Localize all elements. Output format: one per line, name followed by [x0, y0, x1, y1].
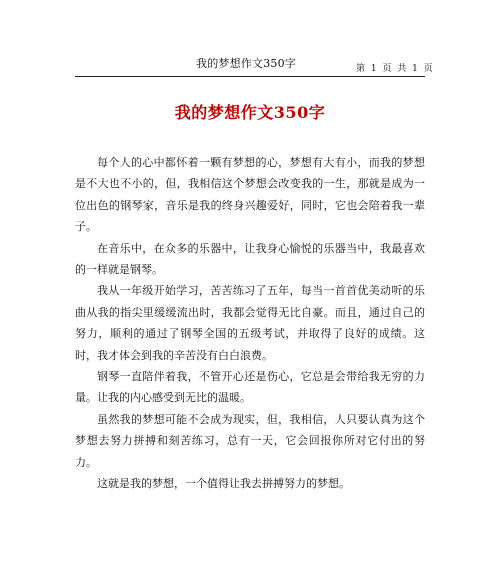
paragraph: 每个人的心中都怀着一颗有梦想的心，梦想有大有小，而我的梦想是不大也不小的，但，我相信这个梦想会改变我的一生，那就是成为一位出色的钢琴家，音乐是我的终身兴趣爱好，同时，它也会陪着我一辈子。: [75, 156, 425, 234]
paragraph: 钢琴一直陪伴着我，不管开心还是伤心，它总是会带给我无穷的力量。让我的内心感受到无比的温暖。: [75, 370, 425, 405]
document-body: [75, 152, 425, 495]
header-page-info: 第 1 页 共 1 页: [356, 64, 435, 74]
header-divider: [75, 76, 425, 77]
paragraph: 这就是我的梦想，一个值得让我去拼搏努力的梦想。: [97, 477, 350, 491]
document-title: 我的梦想作文350字: [174, 103, 326, 122]
paragraph: 我从一年级开始学习，苦苦练习了五年，每当一首首优美动听的乐曲从我的指尖里缓缓流出时，我都会觉得无比自豪。而且，通过自己的努力，顺利的通过了钢琴全国的五级考试，并取得了良好的成绩。这时，我才体会到我的辛苦没有白白浪费。: [75, 284, 425, 362]
paragraph: 在音乐中，在众多的乐器中，让我身心愉悦的乐器当中，我最喜欢的一样就是钢琴。: [75, 241, 425, 277]
header-doc-name: 我的梦想作文350字: [196, 57, 296, 70]
paragraph: 虽然我的梦想可能不会成为现实，但，我相信，人只要认真为这个梦想去努力拼搏和刻苦练习，总有一天，它会回报你所对它付出的努力。: [75, 412, 425, 469]
